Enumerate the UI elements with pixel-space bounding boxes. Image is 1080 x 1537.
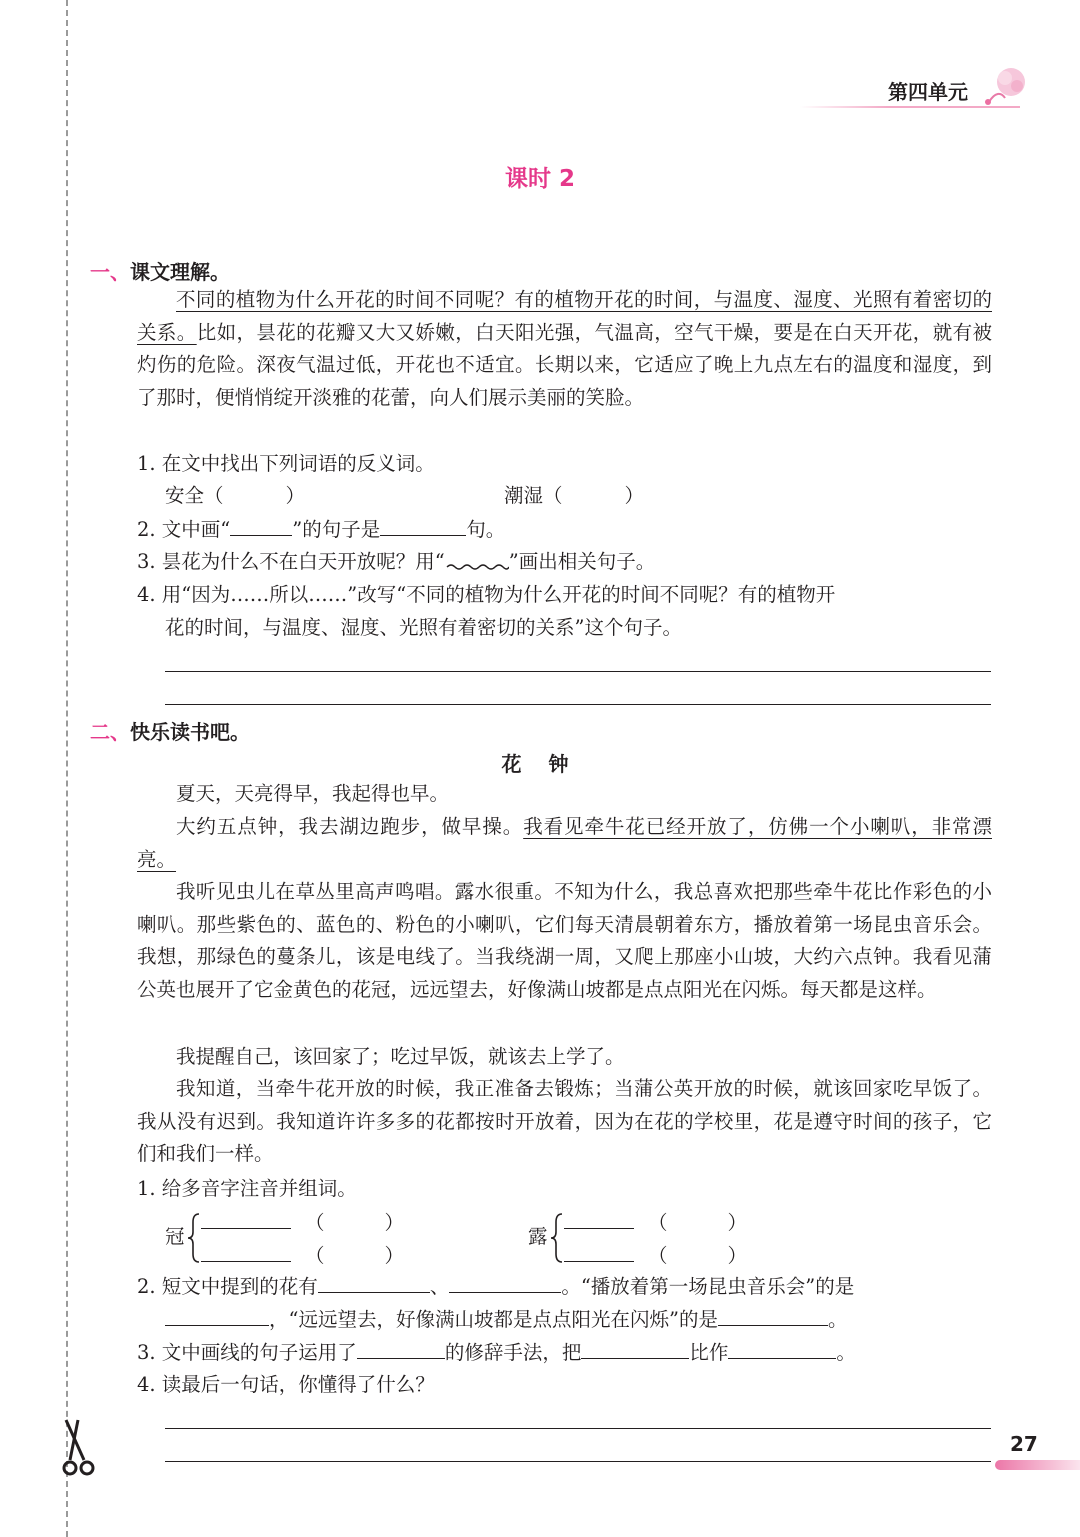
pinyin-blank[interactable]: [201, 1239, 291, 1262]
paren-open: （: [305, 1211, 325, 1234]
s2-question-1: 1. 给多音字注音并组词。: [137, 1177, 357, 1200]
s2-q3-text-b: 的修辞手法，把: [444, 1341, 582, 1364]
s1-question-4-line2: 花的时间，与温度、湿度、光照有着密切的关系”这个句子。: [165, 616, 682, 639]
section-1-heading: [90, 256, 230, 285]
polyphone-row: [201, 1239, 404, 1272]
page-number-bar: [995, 1460, 1080, 1470]
section-2-title: 快乐读书吧。: [130, 720, 250, 744]
s1-q2-text-a: 2. 文中画“: [137, 518, 231, 541]
s1-question-4-line1: 4. 用“因为……所以……”改写“不同的植物为什么开花的时间不同呢？有的植物开: [137, 583, 836, 606]
paren-close: ）: [285, 484, 306, 507]
s2-question-2-line1: [137, 1270, 854, 1303]
answer-line[interactable]: [165, 671, 991, 672]
s2-q2-end: 。: [827, 1308, 848, 1331]
s1-q1-word-a-label: 安全（: [165, 484, 224, 507]
s2-q3-end: 。: [836, 1341, 856, 1364]
answer-line[interactable]: [165, 1461, 991, 1462]
paren-open: （: [648, 1244, 668, 1267]
pinyin-blank[interactable]: [201, 1206, 291, 1229]
section-2-number: 二、: [90, 720, 130, 744]
answer-blank[interactable]: [728, 1336, 836, 1359]
s1-q1-word-b[interactable]: [504, 480, 644, 512]
s1-q2-text-c: 句。: [466, 518, 506, 541]
s2-q2-text-a: 2. 短文中提到的花有: [137, 1275, 318, 1298]
story-paragraph-4: 我提醒自己，该回家了；吃过早饭，就该去上学了。: [176, 1045, 625, 1068]
paren-close: ）: [384, 1211, 405, 1234]
s1-q1-word-a[interactable]: [165, 480, 305, 512]
wavy-line-marker: [445, 546, 509, 578]
left-brace-icon: [187, 1212, 201, 1264]
flower-decoration-icon: [975, 62, 1033, 112]
polyphone-row: [564, 1239, 747, 1272]
s2-question-2-line2: [165, 1303, 847, 1336]
answer-blank[interactable]: [449, 1270, 561, 1293]
s1-q2-text-b: ”的句子是: [292, 518, 381, 541]
underlined-sentence: 我看见牵牛花已经开放了，仿佛一个小喇叭，非常漂亮。: [137, 815, 992, 871]
s1-q3-text-b: ”画出相关句子。: [508, 550, 656, 573]
left-brace-icon: [550, 1212, 564, 1264]
s1-q1-word-b-label: 潮湿（: [504, 484, 563, 507]
polyphone-row: [564, 1206, 747, 1239]
s1-q3-text-a: 3. 昙花为什么不在白天开放呢？用“: [137, 550, 445, 573]
story-paragraph-5: 我知道，当牵牛花开放的时候，我正准备去锻炼；当蒲公英开放的时候，就该回家吃早饭了。我从没有迟到。我知道许许多多的花都按时开放着，因为在花的学校里，花是遵守时间的孩子，它们和我们一样。: [137, 1077, 992, 1166]
s1-question-3: [137, 546, 655, 578]
story-paragraph-1: 夏天，天亮得早，我起得也早。: [176, 782, 450, 805]
s2-question-3: [137, 1336, 856, 1369]
s2-q3-text-c: 比作: [689, 1341, 729, 1364]
polyphone-row: [201, 1206, 404, 1239]
s2-q2-text-b: 。“播放着第一场昆虫音乐会”的是: [561, 1275, 855, 1298]
pinyin-blank[interactable]: [564, 1239, 634, 1262]
unit-label: 第四单元: [888, 80, 968, 104]
story-paragraph-2: [137, 811, 992, 876]
paren-open: （: [305, 1244, 325, 1267]
underlined-sentence: 不同的植物为什么开花的时间不同呢？有的植物开花的时间，与温度、湿度、光照有着密切的关系。: [137, 288, 992, 344]
paren-open: （: [648, 1211, 668, 1234]
header-rule: [800, 106, 1020, 108]
s2-q3-text-a: 3. 文中画线的句子运用了: [137, 1341, 357, 1364]
s2-question-4: 4. 读最后一句话，你懂得了什么？: [137, 1373, 435, 1396]
section-1-passage: [137, 284, 992, 415]
s2-q2-text-c: ，“远远望去，好像满山坡都是点点阳光在闪烁”的是: [269, 1308, 718, 1331]
answer-blank[interactable]: [318, 1270, 430, 1293]
underline-marker: [230, 513, 292, 536]
answer-blank[interactable]: [165, 1303, 269, 1326]
story-paragraph-3: 我听见虫儿在草丛里高声鸣唱。露水很重。不知为什么，我总喜欢把那些牵牛花比作彩色的小喇叭。那些紫色的、蓝色的、粉色的小喇叭，它们每天清晨朝着东方，播放着第一场昆虫音乐会。我想，那绿色的蔓条儿，该是电线了。当我绕湖一周，又爬上那座小山坡，大约六点钟。我看见蒲公英也展开了它金黄色的花冠，远远望去，好像满山坡都是点点阳光在闪烁。每天都是这样。: [137, 880, 992, 1002]
polyphone-char-lu: 露: [528, 1225, 548, 1248]
s1-question-1: 1. 在文中找出下列词语的反义词。: [137, 452, 435, 475]
s1-question-2: [137, 513, 505, 546]
answer-line[interactable]: [165, 704, 991, 705]
answer-blank[interactable]: [357, 1336, 445, 1359]
s2-q2-sep: 、: [429, 1275, 450, 1298]
paren-close: ）: [384, 1244, 405, 1267]
page-number: 27: [1010, 1432, 1038, 1456]
polyphone-char-guan: 冠: [165, 1225, 185, 1248]
paren-close: ）: [727, 1244, 748, 1267]
section-2-heading: [90, 716, 250, 745]
story-p2-text: 大约五点钟，我去湖边跑步，做早操。: [176, 815, 524, 838]
answer-blank[interactable]: [718, 1303, 828, 1326]
paren-close: ）: [727, 1211, 748, 1234]
answer-blank[interactable]: [581, 1336, 689, 1359]
lesson-title: 课时 2: [504, 166, 575, 192]
story-title: 花 钟: [501, 752, 579, 776]
pinyin-blank[interactable]: [564, 1206, 634, 1229]
section-1-number: 一、: [90, 260, 130, 284]
answer-blank[interactable]: [380, 513, 466, 536]
scissors-icon: [56, 1418, 102, 1482]
passage-text: 比如，昙花的花瓣又大又娇嫩，白天阳光强，气温高，空气干燥，要是在白天开花，就有被灼伤的危险。深夜气温过低，开花也不适宜。长期以来，它适应了晚上九点左右的温度和湿度，到了那时，便悄悄绽开淡雅的花蕾，向人们展示美丽的笑脸。: [137, 320, 992, 410]
section-1-title: 课文理解。: [130, 260, 230, 284]
answer-line[interactable]: [165, 1428, 991, 1429]
paren-close: ）: [624, 484, 645, 507]
